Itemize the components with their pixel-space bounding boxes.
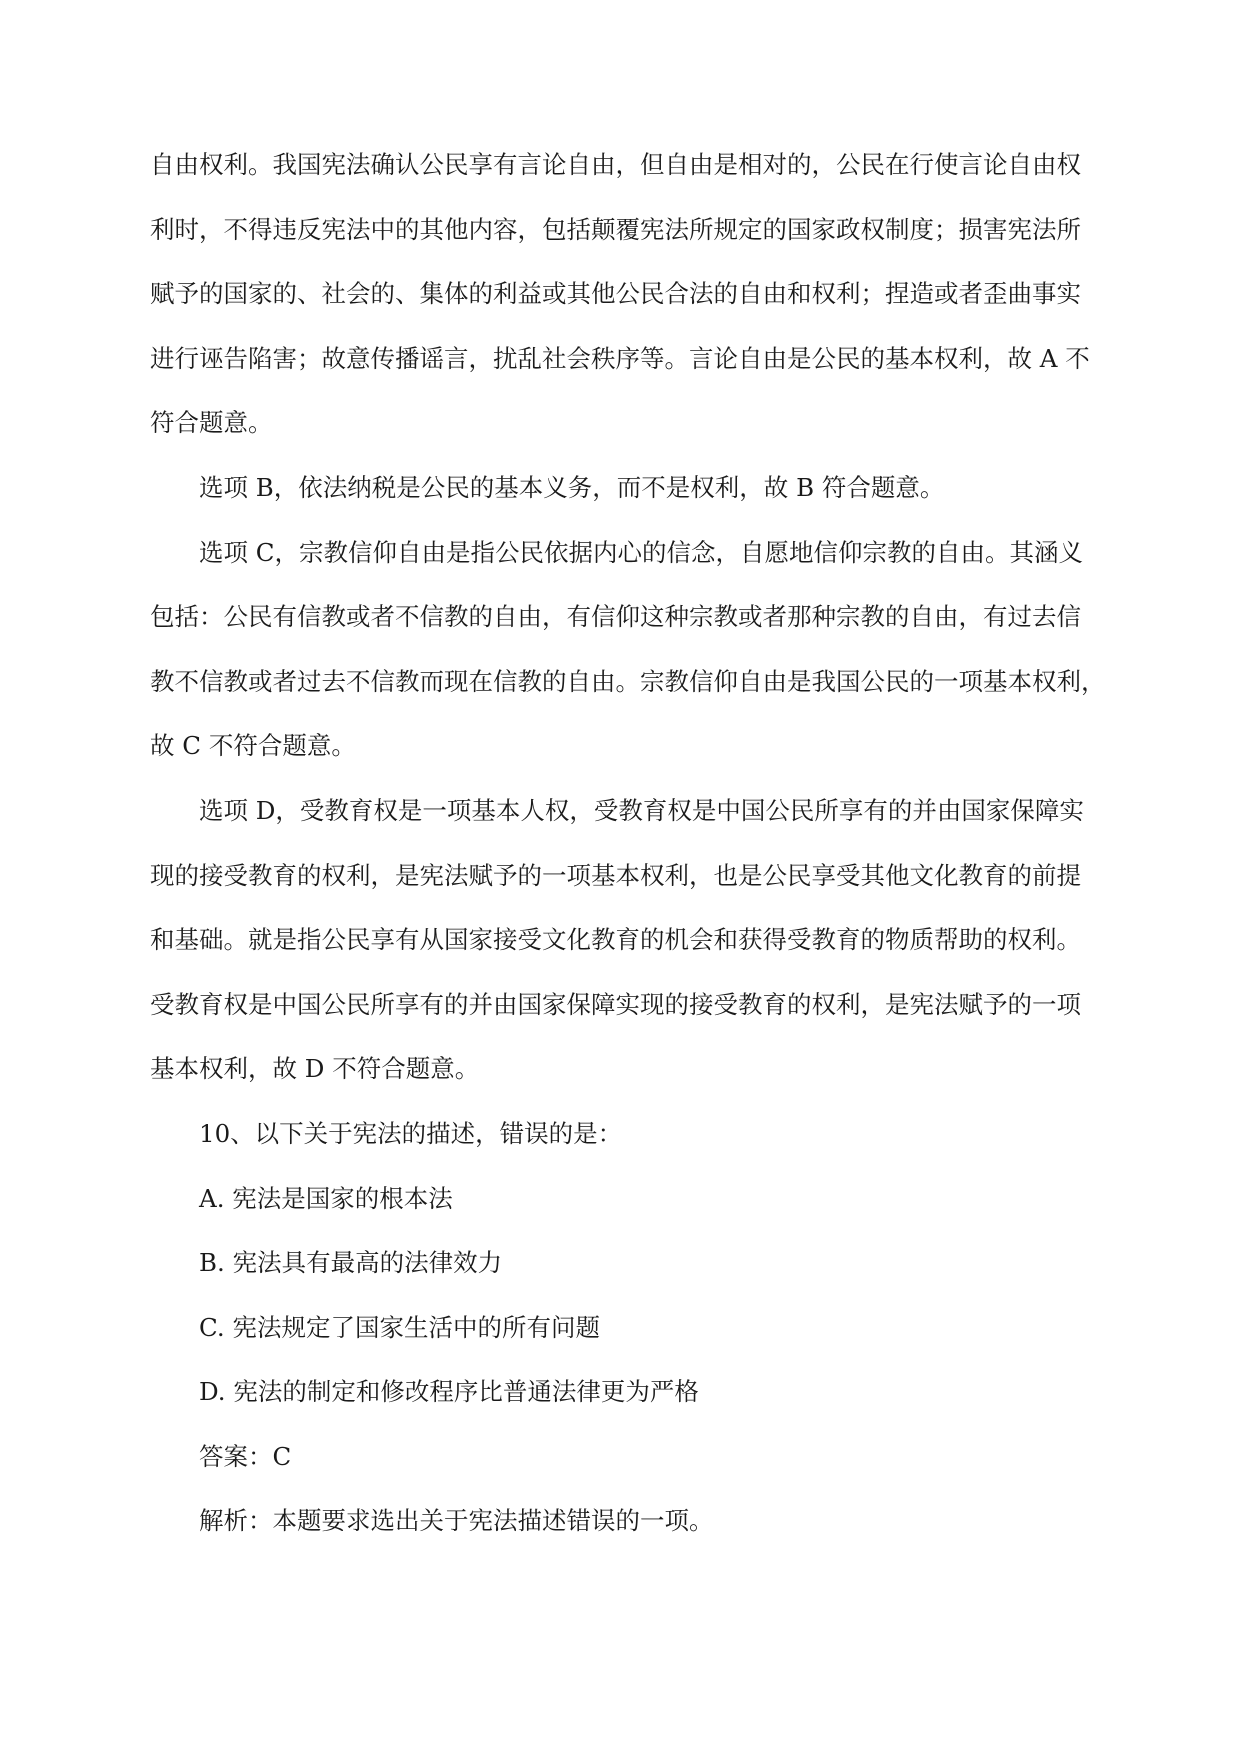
question-option-b: B. 宪法具有最高的法律效力	[199, 1248, 503, 1278]
answer: 答案：C	[199, 1441, 292, 1471]
question-10: 10、以下关于宪法的描述，错误的是：	[199, 1118, 623, 1148]
option-b-explanation: 选项 B，依法纳税是公民的基本义务，而不是权利，故 B 符合题意。	[199, 472, 945, 502]
option-c-explanation: 选项 C，宗教信仰自由是指公民依据内心的信念，自愿地信仰宗教的自由。其涵义	[199, 537, 1084, 567]
paragraph-line: 基本权利，故 D 不符合题意。	[150, 1054, 480, 1084]
paragraph-line: 赋予的国家的、社会的、集体的利益或其他公民合法的自由和权利；捏造或者歪曲事实	[150, 279, 1081, 309]
paragraph-line: 符合题意。	[150, 408, 273, 438]
option-d-explanation: 选项 D，受教育权是一项基本人权，受教育权是中国公民所享有的并由国家保障实	[199, 795, 1084, 825]
question-option-d: D. 宪法的制定和修改程序比普通法律更为严格	[199, 1377, 699, 1407]
paragraph-line: 受教育权是中国公民所享有的并由国家保障实现的接受教育的权利，是宪法赋予的一项	[150, 989, 1081, 1019]
question-option-a: A. 宪法是国家的根本法	[199, 1183, 453, 1213]
paragraph-line: 和基础。就是指公民享有从国家接受文化教育的机会和获得受教育的物质帮助的权利。	[150, 925, 1081, 955]
paragraph-line: 利时，不得违反宪法中的其他内容，包括颠覆宪法所规定的国家政权制度；损害宪法所	[150, 214, 1081, 244]
paragraph-line: 故 C 不符合题意。	[150, 731, 356, 761]
paragraph-line: 现的接受教育的权利，是宪法赋予的一项基本权利，也是公民享受其他文化教育的前提	[150, 860, 1081, 890]
analysis: 解析：本题要求选出关于宪法描述错误的一项。	[199, 1506, 714, 1536]
paragraph-line: 自由权利。我国宪法确认公民享有言论自由，但自由是相对的，公民在行使言论自由权	[150, 150, 1081, 179]
document-body	[150, 133, 1106, 1554]
paragraph-line: 教不信教或者过去不信教而现在信教的自由。宗教信仰自由是我国公民的一项基本权利，	[150, 666, 1106, 696]
paragraph-line: 包括：公民有信教或者不信教的自由，有信仰这种宗教或者那种宗教的自由，有过去信	[150, 602, 1081, 632]
question-option-c: C. 宪法规定了国家生活中的所有问题	[199, 1312, 600, 1342]
paragraph-line: 进行诬告陷害；故意传播谣言，扰乱社会秩序等。言论自由是公民的基本权利，故 A 不	[150, 343, 1090, 373]
